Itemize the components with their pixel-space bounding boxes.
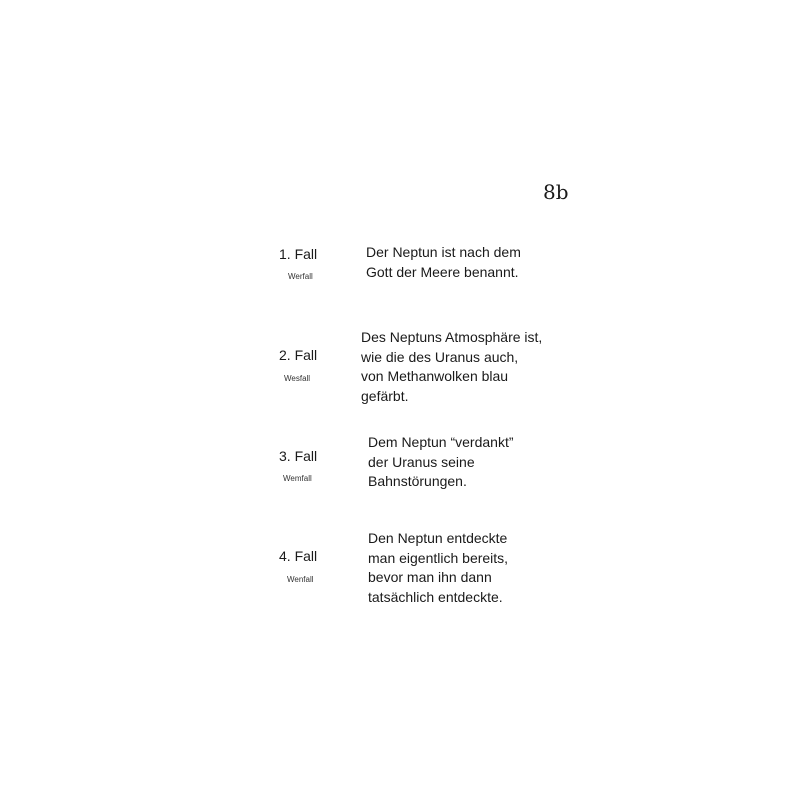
sentence-line: Den Neptun entdeckte <box>368 530 508 546</box>
sentence-line: von Methanwolken blau <box>361 368 509 384</box>
case-sublabel: Wesfall <box>284 374 311 383</box>
case-sublabel: Werfall <box>288 272 313 281</box>
case-label: 3. Fall <box>279 448 318 464</box>
sentence-line: der Uranus seine <box>368 453 475 470</box>
sentence-line: bevor man ihn dann <box>368 569 492 585</box>
sentence-line: Der Neptun ist nach dem <box>366 244 521 260</box>
case-label: 4. Fall <box>279 548 318 564</box>
page-number: 8b <box>543 180 569 204</box>
sentence-line: man eigentlich bereits, <box>368 549 509 566</box>
case-label: 1. Fall <box>279 246 318 262</box>
case-sentence <box>368 529 508 607</box>
sentence-line: tatsächlich entdeckte. <box>368 588 503 605</box>
case-sentence <box>361 328 542 406</box>
sentence-line: Des Neptuns Atmosphäre ist, <box>361 329 543 345</box>
case-sublabel: Wenfall <box>287 575 314 584</box>
case-sentence <box>368 433 514 492</box>
case-sublabel: Wemfall <box>283 474 312 483</box>
sentence-line: wie die des Uranus auch, <box>361 348 519 365</box>
sentence-line: Bahnstörungen. <box>368 473 467 489</box>
case-sentence <box>366 243 521 282</box>
sentence-line: gefärbt. <box>361 387 409 404</box>
sentence-line: Gott der Meere benannt. <box>366 263 519 280</box>
sentence-line: Dem Neptun “verdankt” <box>368 434 514 450</box>
case-label: 2. Fall <box>279 347 318 363</box>
